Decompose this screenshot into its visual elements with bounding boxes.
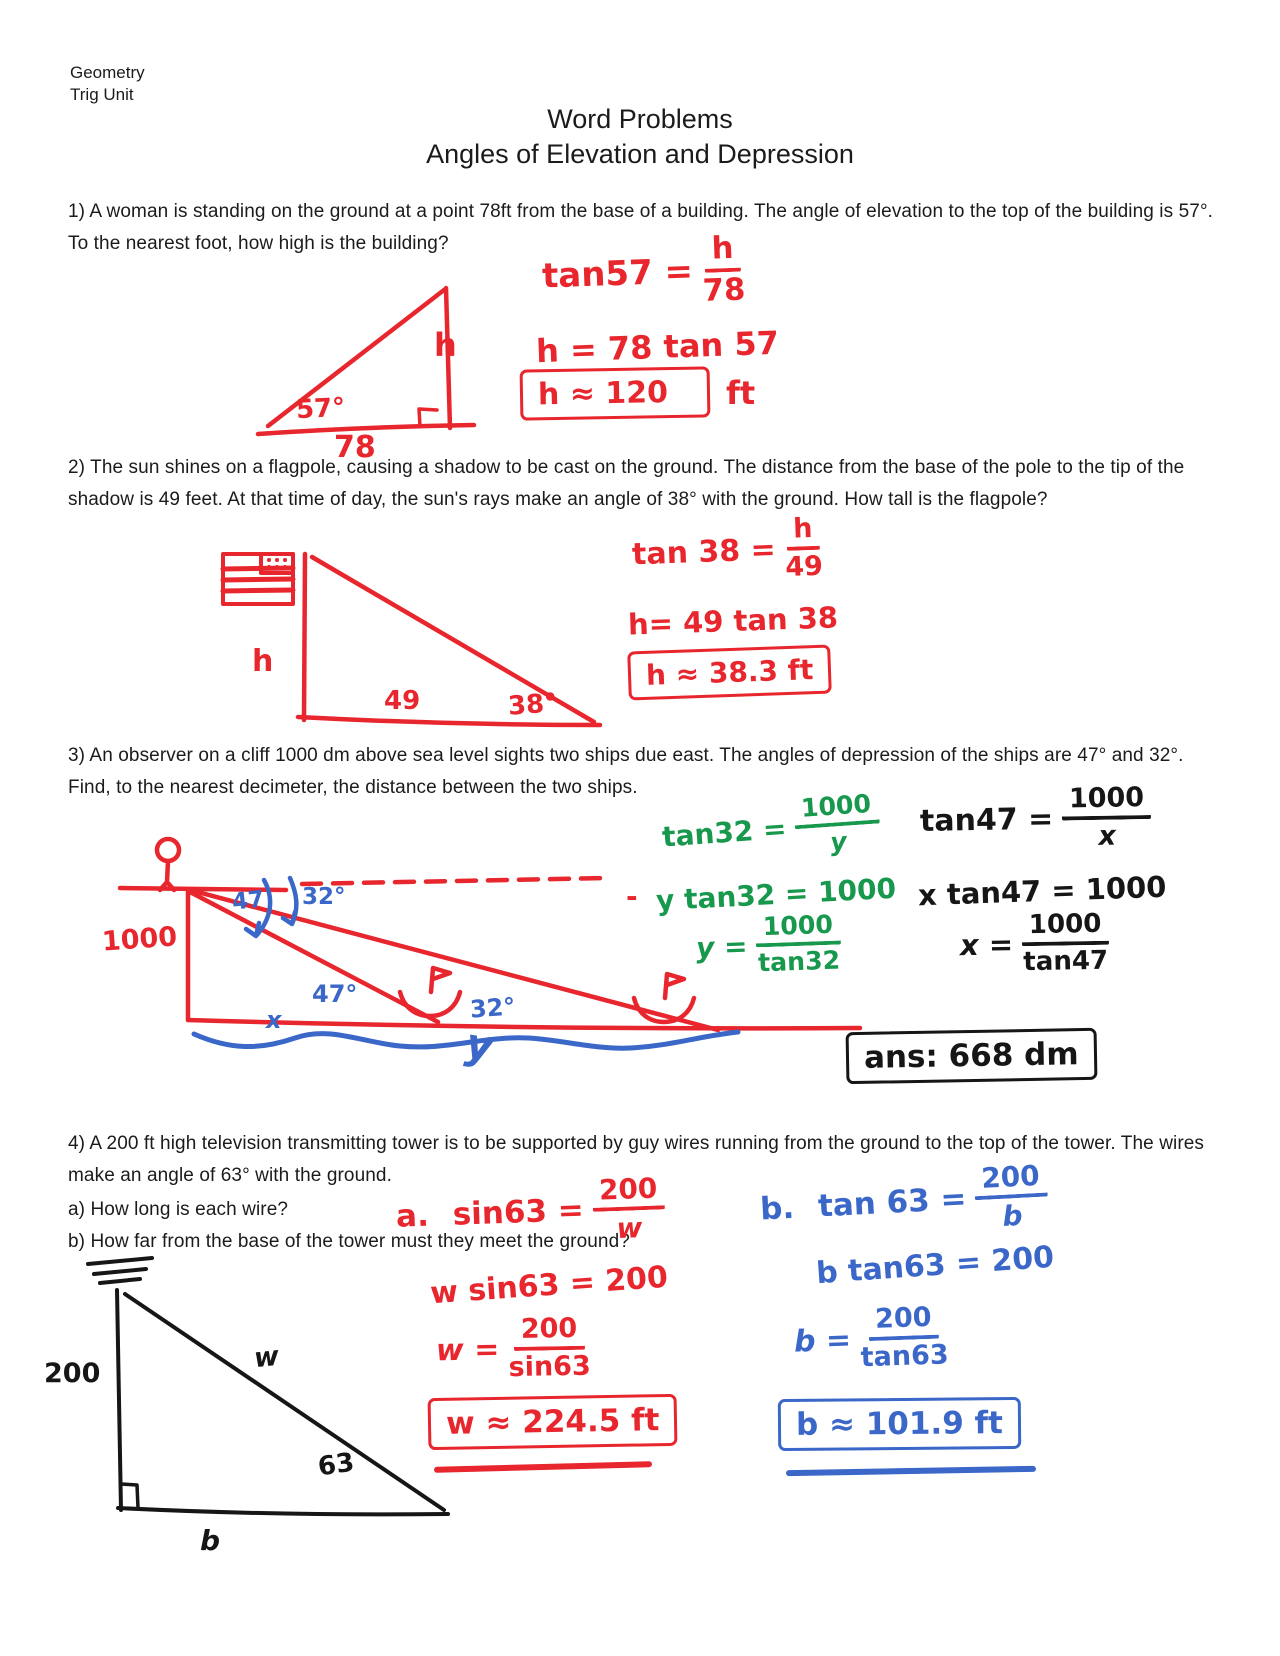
problem-4-text: 4) A 200 ft high television transmitting tower is to be supported by guy wires running from the ground to the top of the tower. The wires make an angle of 63° with the ground. — [68, 1133, 1205, 1187]
right-angle-icon — [121, 1484, 138, 1508]
problem-1-text: 1) A woman is standing on the ground at a point 78ft from the base of a building. The angle of elevation to the top of the building is 57°. To the nearest foot, how high is the building? — [68, 201, 1214, 255]
horizontal-sightline-dashed — [302, 878, 608, 884]
p3-black-step1 — [919, 784, 1152, 855]
p3-depression-angle1-label: 47 — [230, 886, 266, 916]
p4-b-label: b. — [759, 1190, 796, 1228]
problem-2-flagpole-drawing — [210, 542, 640, 742]
p1-angle-label: 57° — [295, 392, 346, 426]
p4-work-a-step1 — [395, 1173, 666, 1251]
p4-height-label: 200 — [44, 1358, 101, 1389]
p3-green-step3-lhs: y = — [695, 929, 749, 965]
p3-green-step1-numerator: 1000 — [793, 790, 879, 829]
p2-pole-line — [304, 554, 305, 720]
p4-work-b-step1 — [758, 1158, 1049, 1245]
p4-work-a-step3 — [435, 1312, 592, 1384]
p4-a-step1-lhs: sin63 = — [452, 1192, 585, 1234]
p4-b-step1-fraction — [974, 1158, 1050, 1234]
p4-a-step1-numerator: 200 — [592, 1173, 665, 1212]
p4-wire-label: w — [252, 1340, 281, 1375]
p4-a-step1-fraction — [592, 1173, 667, 1244]
p3-sea-angle1-label: 47° — [312, 980, 358, 1008]
p3-black-step1-denominator: x — [1098, 820, 1117, 853]
p3-black-step3-numerator: 1000 — [1022, 911, 1109, 947]
p3-black-step1-fraction — [1062, 784, 1152, 852]
observer-stick-figure-icon — [157, 839, 179, 890]
p3-cliff-height-label: 1000 — [101, 921, 179, 958]
p4-b-step3-fraction — [859, 1303, 949, 1373]
p2-height-label: h — [252, 644, 274, 679]
p4-work-a-step2: w sin63 = 200 — [429, 1259, 669, 1312]
p4-angle-label: 63 — [316, 1447, 357, 1483]
p3-sea-angle2-label: 32° — [469, 992, 517, 1024]
p2-work-step1 — [631, 515, 824, 588]
p2-work-step2: h= 49 tan 38 — [627, 600, 839, 642]
p2-step1-lhs: tan 38 = — [631, 532, 777, 573]
p4-a-step3-lhs: w = — [435, 1332, 500, 1369]
p4-a-label: a. — [395, 1197, 430, 1235]
p3-green-step3-denominator: tan32 — [757, 945, 841, 978]
p3-depression-angle2-label: 32° — [302, 884, 346, 910]
p3-black-step1-numerator: 1000 — [1062, 784, 1152, 821]
p3-y-label: y — [462, 1018, 497, 1071]
p3-green-step2: y tan32 = 1000 — [655, 871, 897, 918]
header-unit: Trig Unit — [70, 85, 134, 104]
p1-height-label: h — [434, 326, 457, 364]
p4-b-step3-lhs: b = — [793, 1322, 852, 1360]
p1-work-step1 — [541, 232, 746, 313]
p4-b-step1-lhs: tan 63 = — [817, 1181, 968, 1225]
page-title: Word Problems — [547, 104, 733, 134]
p3-black-step3-denominator: tan47 — [1022, 946, 1109, 978]
problem-3-text: 3) An observer on a cliff 1000 dm above sea level sights two ships due east. The angles of depression of the ships are 47° and 32°. Find, to the nearest decimeter, the distance between the two ships. — [68, 745, 1184, 799]
p4-answer-a-box: w ≈ 224.5 ft — [428, 1394, 678, 1450]
p1-work-step2: h = 78 tan 57 — [535, 323, 780, 371]
ship-icon — [400, 968, 460, 1016]
problem-4-tower-drawing — [40, 1248, 470, 1548]
p1-hypotenuse-line — [268, 290, 444, 426]
header-course: Geometry — [70, 63, 145, 82]
page-subtitle: Angles of Elevation and Depression — [426, 139, 854, 169]
problem-4-question-b: b) How far from the base of the tower must they meet the ground? — [68, 1231, 630, 1252]
p4-b-step1-denominator: b — [1001, 1199, 1024, 1234]
p3-green-step3-fraction — [755, 911, 841, 977]
p3-green-step1-fraction — [793, 790, 881, 859]
p1-base-label: 78 — [334, 430, 376, 465]
p1-step1-lhs: tan57 = — [541, 251, 694, 297]
p3-sea-base-line — [188, 1020, 860, 1028]
problem-4-question-a: a) How long is each wire? — [68, 1199, 289, 1220]
p1-answer-box: h ≈ 120 — [520, 366, 711, 420]
p1-step1-fraction — [701, 232, 746, 308]
p1-step1-numerator: h — [704, 233, 741, 273]
p3-green-step1-lhs: tan32 = — [661, 811, 788, 854]
p4-a-step3-fraction — [508, 1312, 592, 1384]
p3-green-step3-numerator: 1000 — [755, 911, 840, 947]
p3-green-step3 — [695, 911, 842, 979]
p3-black-step2: x tan47 = 1000 — [917, 869, 1167, 913]
flag-icon — [223, 554, 293, 604]
right-angle-icon — [419, 409, 437, 426]
p1-step1-denominator: 78 — [702, 272, 746, 310]
problem-2-text: 2) The sun shines on a flagpole, causing a shadow to be cast on the ground. The distance from the base of the pole to the tip of the shadow is 49 feet. At that time of day, the sun's rays make an angle of 38° with the ground. How tall is the flagpole? — [68, 457, 1185, 511]
p4-work-b-step2: b tan63 = 200 — [815, 1239, 1056, 1292]
p4-a-step1-denominator: w — [616, 1211, 643, 1246]
p3-x-label: x — [266, 1006, 282, 1034]
p4-wire-line — [125, 1294, 444, 1510]
p2-answer-box: h ≈ 38.3 ft — [627, 644, 832, 700]
p4-b-step3-denominator: tan63 — [860, 1339, 950, 1374]
p3-black-step3 — [959, 908, 1109, 978]
p1-answer-unit: ft — [726, 374, 756, 412]
p3-black-step3-lhs: x = — [959, 927, 1014, 963]
p2-step1-denominator: 49 — [784, 551, 824, 584]
p4-a-step3-numerator: 200 — [514, 1315, 585, 1352]
p4-base-label: b — [200, 1524, 221, 1557]
p4-answer-b-underline — [786, 1466, 1036, 1476]
p3-black-step1-lhs: tan47 = — [919, 801, 1054, 839]
p2-angle-label: 38° — [507, 688, 559, 722]
p2-step1-fraction — [784, 515, 824, 583]
p2-step1-numerator: h — [786, 515, 820, 551]
p4-b-step1-numerator: 200 — [974, 1161, 1048, 1201]
p4-tower-line — [117, 1290, 121, 1510]
p3-black-step3-fraction — [1022, 908, 1110, 978]
p4-a-step3-denominator: sin63 — [508, 1350, 592, 1384]
p4-ground-line — [118, 1508, 448, 1514]
p4-work-b-step3 — [793, 1303, 949, 1375]
p4-b-step3-numerator: 200 — [868, 1304, 940, 1342]
p3-answer-box: ans: 668 dm — [846, 1028, 1097, 1084]
p2-base-label: 49 — [384, 686, 421, 716]
p3-green-step1-denominator: y — [829, 827, 848, 858]
antenna-hatch-icon — [88, 1258, 152, 1283]
p4-answer-b-box: b ≈ 101.9 ft — [778, 1397, 1021, 1451]
stray-dash-mark: - — [626, 880, 638, 913]
